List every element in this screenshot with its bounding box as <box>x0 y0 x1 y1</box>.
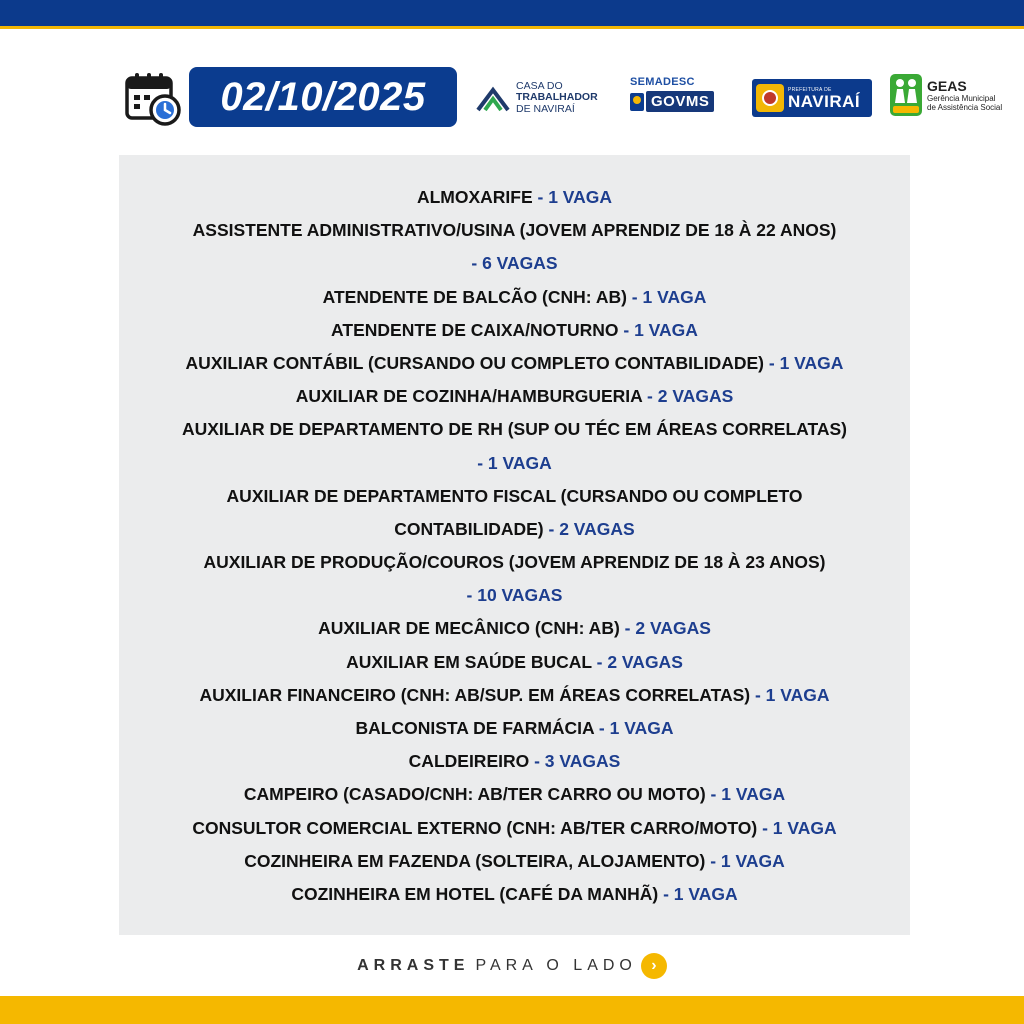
job-line <box>119 447 910 480</box>
job-vacancies: - 1 VAGA <box>658 883 738 904</box>
job-line <box>119 778 910 811</box>
job-vacancies: - 1 VAGA <box>618 319 698 340</box>
semadesc-govms-logo <box>630 76 734 118</box>
geas-subtitle-1: Gerência Municipal <box>927 94 996 103</box>
geas-people-icon <box>889 73 923 117</box>
bottom-bar <box>0 996 1024 1024</box>
job-line <box>119 812 910 845</box>
top-bar <box>0 0 1024 29</box>
job-title: AUXILIAR DE COZINHA/HAMBURGUERIA <box>295 386 643 407</box>
ms-flag-icon <box>630 93 644 111</box>
job-title: CONTABILIDADE) <box>394 518 544 539</box>
job-line <box>119 845 910 878</box>
job-line <box>119 413 910 446</box>
geas-subtitle-2: de Assistência Social <box>927 103 1003 112</box>
casa-line-3: DE NAVIRAÍ <box>516 102 575 115</box>
navirai-crest-icon <box>756 84 784 112</box>
job-title: AUXILIAR CONTÁBIL (CURSANDO OU COMPLETO CONTABILIDADE) <box>185 352 765 373</box>
casa-roof-icon <box>476 84 510 112</box>
job-vacancies: - 1 VAGA <box>757 817 837 838</box>
casa-line-1: CASA DO <box>516 79 563 92</box>
casa-line-2: TRABALHADOR <box>516 91 598 104</box>
job-title: AUXILIAR DE DEPARTAMENTO DE RH (SUP OU TÉC EM ÁREAS CORRELATAS) <box>181 419 848 440</box>
job-title: COZINHEIRA EM FAZENDA (SOLTEIRA, ALOJAMENTO) <box>244 850 706 871</box>
job-vacancies: - 1 VAGA <box>764 352 844 373</box>
job-list-panel <box>119 155 910 935</box>
job-vacancies: - 1 VAGA <box>705 784 786 805</box>
job-title: ALMOXARIFE <box>416 187 533 207</box>
job-vacancies: - 1 VAGA <box>626 286 707 307</box>
navirai-label: NAVIRAÍ <box>788 91 861 111</box>
job-title: ATENDENTE DE BALCÃO (CNH: AB) <box>322 286 627 307</box>
semadesc-label: SEMADESC <box>630 76 695 88</box>
job-vacancies: - 2 VAGAS <box>543 518 635 539</box>
chevron-right-icon[interactable]: › <box>641 953 667 979</box>
govms-label: GOVMS <box>646 91 714 112</box>
header <box>0 60 1024 136</box>
job-vacancies: - 1 VAGA <box>532 187 613 207</box>
job-line <box>119 314 910 347</box>
navirai-small-label: PREFEITURA DE <box>788 86 832 93</box>
job-title: ASSISTENTE ADMINISTRATIVO/USINA (JOVEM APRENDIZ DE 18 À 22 ANOS) <box>192 220 837 241</box>
job-line <box>119 646 910 679</box>
geas-logo <box>889 72 1009 118</box>
date-badge: 02/10/2025 <box>189 67 457 127</box>
job-title: AUXILIAR DE PRODUÇÃO/COUROS (JOVEM APRENDIZ DE 18 À 23 ANOS) <box>203 552 826 573</box>
job-title: AUXILIAR DE DEPARTAMENTO FISCAL (CURSANDO OU COMPLETO <box>226 485 803 506</box>
swipe-hint[interactable] <box>0 950 1024 982</box>
job-title: AUXILIAR DE MECÂNICO (CNH: AB) <box>318 618 620 639</box>
job-title: CONSULTOR COMERCIAL EXTERNO (CNH: AB/TER CARRO/MOTO) <box>192 817 758 838</box>
job-vacancies: - 6 VAGAS <box>471 253 558 274</box>
job-title: AUXILIAR EM SAÚDE BUCAL <box>346 651 592 672</box>
job-line <box>119 347 910 380</box>
job-title: BALCONISTA DE FARMÁCIA <box>355 718 595 738</box>
casa-do-trabalhador-logo <box>476 78 616 118</box>
job-line <box>119 612 910 645</box>
job-line <box>119 214 910 247</box>
job-line <box>119 679 910 712</box>
job-line <box>119 712 910 745</box>
job-vacancies: - 1 VAGA <box>705 850 785 871</box>
job-vacancies: - 1 VAGA <box>594 718 674 738</box>
job-title: CALDEIREIRO <box>408 751 530 772</box>
job-vacancies: - 2 VAGAS <box>591 651 683 672</box>
job-line <box>119 546 910 579</box>
job-vacancies: - 10 VAGAS <box>466 585 563 606</box>
calendar-clock-icon <box>124 70 182 128</box>
job-line <box>119 281 910 314</box>
job-line <box>119 480 910 513</box>
job-vacancies: - 2 VAGAS <box>619 618 711 639</box>
job-title: AUXILIAR FINANCEIRO (CNH: AB/SUP. EM ÁREAS CORRELATAS) <box>199 684 751 705</box>
job-line <box>119 380 910 413</box>
job-line <box>119 878 910 911</box>
job-list <box>119 181 910 911</box>
job-vacancies: - 1 VAGA <box>477 452 552 473</box>
prefeitura-navirai-logo <box>752 79 872 117</box>
swipe-light-label: PARA O LADO <box>475 957 637 974</box>
job-title: ATENDENTE DE CAIXA/NOTURNO <box>331 319 619 340</box>
job-vacancies: - 2 VAGAS <box>642 386 734 407</box>
job-line <box>119 745 910 778</box>
job-title: CAMPEIRO (CASADO/CNH: AB/TER CARRO OU MOTO) <box>243 784 706 805</box>
job-line <box>119 247 910 280</box>
job-line <box>119 513 910 546</box>
swipe-bold-label: ARRASTE <box>357 957 470 974</box>
job-line <box>119 181 910 214</box>
job-title: COZINHEIRA EM HOTEL (CAFÉ DA MANHÃ) <box>291 883 659 904</box>
job-vacancies: - 1 VAGA <box>750 684 830 705</box>
geas-title: GEAS <box>927 78 967 94</box>
job-line <box>119 579 910 612</box>
job-vacancies: - 3 VAGAS <box>529 751 621 772</box>
